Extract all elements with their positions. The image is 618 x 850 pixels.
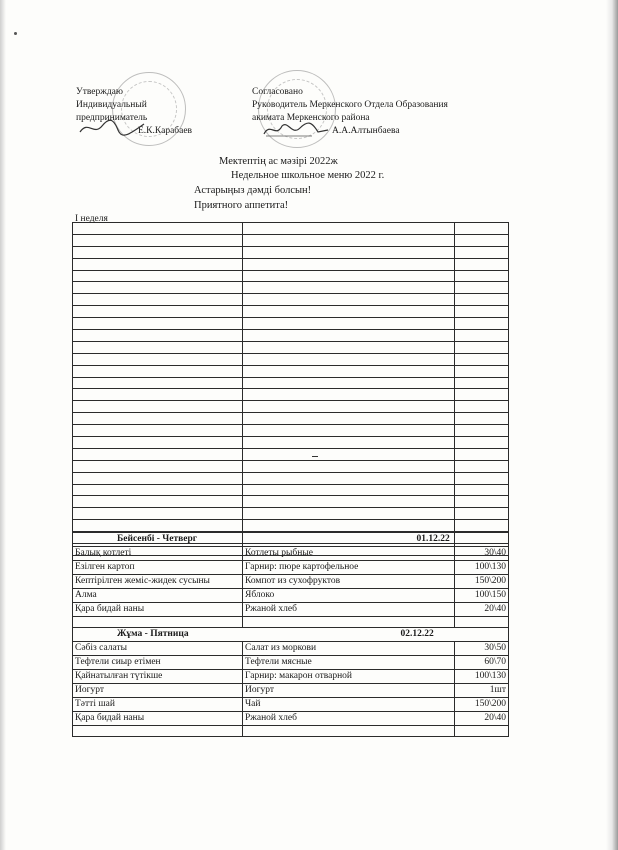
- empty-row: [73, 246, 509, 258]
- empty-cell: [73, 413, 243, 425]
- empty-cell: [73, 353, 243, 365]
- empty-cell: [243, 448, 455, 460]
- dish-portion: 20\40: [455, 603, 509, 617]
- approval-role-1: Индивидуальный: [76, 100, 147, 110]
- empty-cell: [455, 270, 509, 282]
- empty-cell: [455, 413, 509, 425]
- empty-row: [73, 448, 509, 460]
- dish-ru: Иогурт: [243, 684, 455, 698]
- empty-cell: [243, 341, 455, 353]
- empty-cell: [455, 353, 509, 365]
- dish-kz: Кептірілген жеміс-жидек сусыны: [73, 575, 243, 589]
- dish-ru: Гарнир: макарон отварной: [243, 670, 455, 684]
- empty-cell: [73, 246, 243, 258]
- scan-mark: [312, 456, 318, 457]
- empty-cell: [455, 377, 509, 389]
- empty-cell: [455, 330, 509, 342]
- empty-row: [73, 401, 509, 413]
- dish-kz: Тефтели сиыр етімен: [73, 656, 243, 670]
- dish-ru: Ржаной хлеб: [243, 712, 455, 726]
- dish-kz: Алма: [73, 589, 243, 603]
- empty-cell: [455, 460, 509, 472]
- dish-portion: 30\40: [455, 547, 509, 561]
- empty-cell: [73, 425, 243, 437]
- empty-row: [73, 377, 509, 389]
- dish-kz: Сәбіз салаты: [73, 642, 243, 656]
- empty-row: [73, 234, 509, 246]
- menu-title-kz: Мектептің ас мәзірі 2022ж: [219, 156, 338, 167]
- empty-cell: [455, 496, 509, 508]
- empty-cell: [243, 437, 455, 449]
- scan-edge-left: [0, 0, 6, 850]
- approval-title: Утверждаю: [76, 87, 123, 97]
- empty-row: [73, 223, 509, 235]
- agreement-name: А.А.Алтынбаева: [332, 126, 400, 136]
- dish-kz: Қара бидай наны: [73, 712, 243, 726]
- empty-cell: [455, 484, 509, 496]
- empty-row: [73, 341, 509, 353]
- empty-cell: [455, 365, 509, 377]
- empty-row: [73, 353, 509, 365]
- empty-cell: [455, 234, 509, 246]
- empty-cell: [455, 448, 509, 460]
- dish-portion: 60\70: [455, 656, 509, 670]
- empty-cell: [243, 234, 455, 246]
- empty-row: [73, 258, 509, 270]
- dish-portion: 30\50: [455, 642, 509, 656]
- empty-row: [73, 413, 509, 425]
- table-row: [73, 642, 509, 656]
- empty-cell: [73, 377, 243, 389]
- day-date-text: 01.12.22: [416, 534, 450, 544]
- empty-cell: [243, 306, 455, 318]
- dish-ru: Тефтели мясные: [243, 656, 455, 670]
- agreement-signature: [262, 118, 330, 140]
- empty-cell: [73, 472, 243, 484]
- empty-cell: [243, 353, 455, 365]
- empty-row: [73, 425, 509, 437]
- empty-cell: [73, 318, 243, 330]
- empty-row: [73, 270, 509, 282]
- empty-row: [73, 496, 509, 508]
- empty-cell: [73, 223, 243, 235]
- menu-table: [72, 532, 509, 737]
- dish-kz: Қара бидай наны: [73, 603, 243, 617]
- empty-cell: [455, 223, 509, 235]
- empty-cell: [73, 258, 243, 270]
- empty-cell: [455, 520, 509, 532]
- table-row: [73, 547, 509, 561]
- dish-kz: Балық котлеті: [73, 547, 243, 561]
- empty-cell: [243, 365, 455, 377]
- approval-signature: [78, 118, 148, 138]
- table-row: [73, 589, 509, 603]
- empty-cell: [243, 520, 455, 532]
- empty-cell: [243, 401, 455, 413]
- dish-ru: Яблоко: [243, 589, 455, 603]
- approval-name: Е.К.Карабаев: [138, 126, 193, 136]
- dish-ru: Ржаной хлеб: [243, 603, 455, 617]
- empty-row: [73, 282, 509, 294]
- empty-cell: [243, 318, 455, 330]
- table-row: [73, 670, 509, 684]
- empty-cell: [73, 330, 243, 342]
- empty-cell: [243, 377, 455, 389]
- empty-cell: [243, 484, 455, 496]
- empty-cell: [243, 389, 455, 401]
- empty-cell: [455, 401, 509, 413]
- dish-kz: Езілген картоп: [73, 561, 243, 575]
- dish-portion: 150\200: [455, 698, 509, 712]
- empty-row: [73, 365, 509, 377]
- empty-cell: [455, 437, 509, 449]
- empty-cell: [243, 472, 455, 484]
- dish-ru: Компот из сухофруктов: [243, 575, 455, 589]
- day-header: [73, 628, 509, 642]
- spacer-row: [73, 617, 509, 628]
- empty-cell: [243, 223, 455, 235]
- empty-cell: [73, 496, 243, 508]
- empty-cell: [243, 246, 455, 258]
- day-date: [416, 533, 509, 547]
- table-row: [73, 656, 509, 670]
- empty-cell: [455, 294, 509, 306]
- dish-portion: 100\130: [455, 670, 509, 684]
- dish-portion: 1шт: [455, 684, 509, 698]
- empty-row: [73, 318, 509, 330]
- dish-ru: Чай: [243, 698, 455, 712]
- empty-row: [73, 294, 509, 306]
- empty-cell: [243, 258, 455, 270]
- empty-cell: [243, 425, 455, 437]
- wish-ru: Приятного аппетита!: [194, 200, 289, 211]
- empty-cell: [243, 330, 455, 342]
- empty-cell: [455, 341, 509, 353]
- empty-row: [73, 437, 509, 449]
- empty-row: [73, 520, 509, 532]
- day-header: [73, 533, 509, 547]
- dish-ru: Салат из моркови: [243, 642, 455, 656]
- agreement-role-2: акимата Меркенского района: [252, 113, 370, 123]
- table-row: [73, 712, 509, 726]
- dish-portion: 100\130: [455, 561, 509, 575]
- wish-kz: Астарыңыз дәмді болсын!: [194, 185, 312, 196]
- empty-cell: [455, 258, 509, 270]
- day-name: Жұма - Пятница: [73, 628, 455, 642]
- empty-cell: [73, 484, 243, 496]
- empty-cell: [455, 508, 509, 520]
- empty-cell: [73, 294, 243, 306]
- empty-cell: [455, 282, 509, 294]
- empty-cell: [243, 282, 455, 294]
- empty-cell: [73, 448, 243, 460]
- empty-cell: [73, 306, 243, 318]
- empty-cell: [455, 425, 509, 437]
- empty-cell: [243, 508, 455, 520]
- empty-cell: [243, 413, 455, 425]
- table-row: [73, 684, 509, 698]
- empty-row: [73, 330, 509, 342]
- day-name: Бейсенбі - Четверг: [73, 533, 455, 547]
- dish-portion: 100\150: [455, 589, 509, 603]
- empty-cell: [73, 365, 243, 377]
- menu-title-ru: Недельное школьное меню 2022 г.: [231, 170, 385, 181]
- empty-cell: [73, 234, 243, 246]
- dish-kz: Қайнатылған түтікше: [73, 670, 243, 684]
- faded-menu-table: [72, 222, 509, 556]
- week-label: I неделя: [75, 214, 108, 224]
- agreement-role-1: Руководитель Меркенского Отдела Образования: [252, 100, 448, 110]
- dish-kz: Тәтті шай: [73, 698, 243, 712]
- empty-cell: [455, 318, 509, 330]
- day-date-text: 02.12.22: [400, 629, 434, 639]
- empty-cell: [455, 246, 509, 258]
- empty-row: [73, 472, 509, 484]
- scan-dot: [14, 32, 17, 35]
- dish-portion: 20\40: [455, 712, 509, 726]
- empty-row: [73, 508, 509, 520]
- dish-ru: Котлеты рыбные: [243, 547, 455, 561]
- table-row: [73, 561, 509, 575]
- empty-cell: [455, 472, 509, 484]
- empty-cell: [73, 508, 243, 520]
- day-date: [400, 628, 509, 642]
- empty-cell: [243, 496, 455, 508]
- agreement-title: Согласовано: [252, 87, 303, 97]
- scan-edge-right: [606, 0, 618, 850]
- empty-cell: [73, 282, 243, 294]
- empty-row: [73, 460, 509, 472]
- empty-cell: [73, 270, 243, 282]
- table-row: [73, 698, 509, 712]
- table-row: [73, 575, 509, 589]
- dish-kz: Иогурт: [73, 684, 243, 698]
- empty-cell: [455, 389, 509, 401]
- empty-cell: [73, 341, 243, 353]
- empty-cell: [73, 401, 243, 413]
- empty-row: [73, 389, 509, 401]
- dish-portion: 150\200: [455, 575, 509, 589]
- empty-cell: [73, 389, 243, 401]
- spacer-row: [73, 726, 509, 737]
- empty-row: [73, 484, 509, 496]
- empty-cell: [243, 270, 455, 282]
- dish-ru: Гарнир: пюре картофельное: [243, 561, 455, 575]
- empty-cell: [73, 437, 243, 449]
- empty-cell: [73, 460, 243, 472]
- empty-row: [73, 306, 509, 318]
- empty-cell: [455, 306, 509, 318]
- empty-cell: [243, 460, 455, 472]
- approval-role-2: предприниматель: [76, 113, 148, 123]
- table-row: [73, 603, 509, 617]
- empty-cell: [243, 294, 455, 306]
- empty-cell: [73, 520, 243, 532]
